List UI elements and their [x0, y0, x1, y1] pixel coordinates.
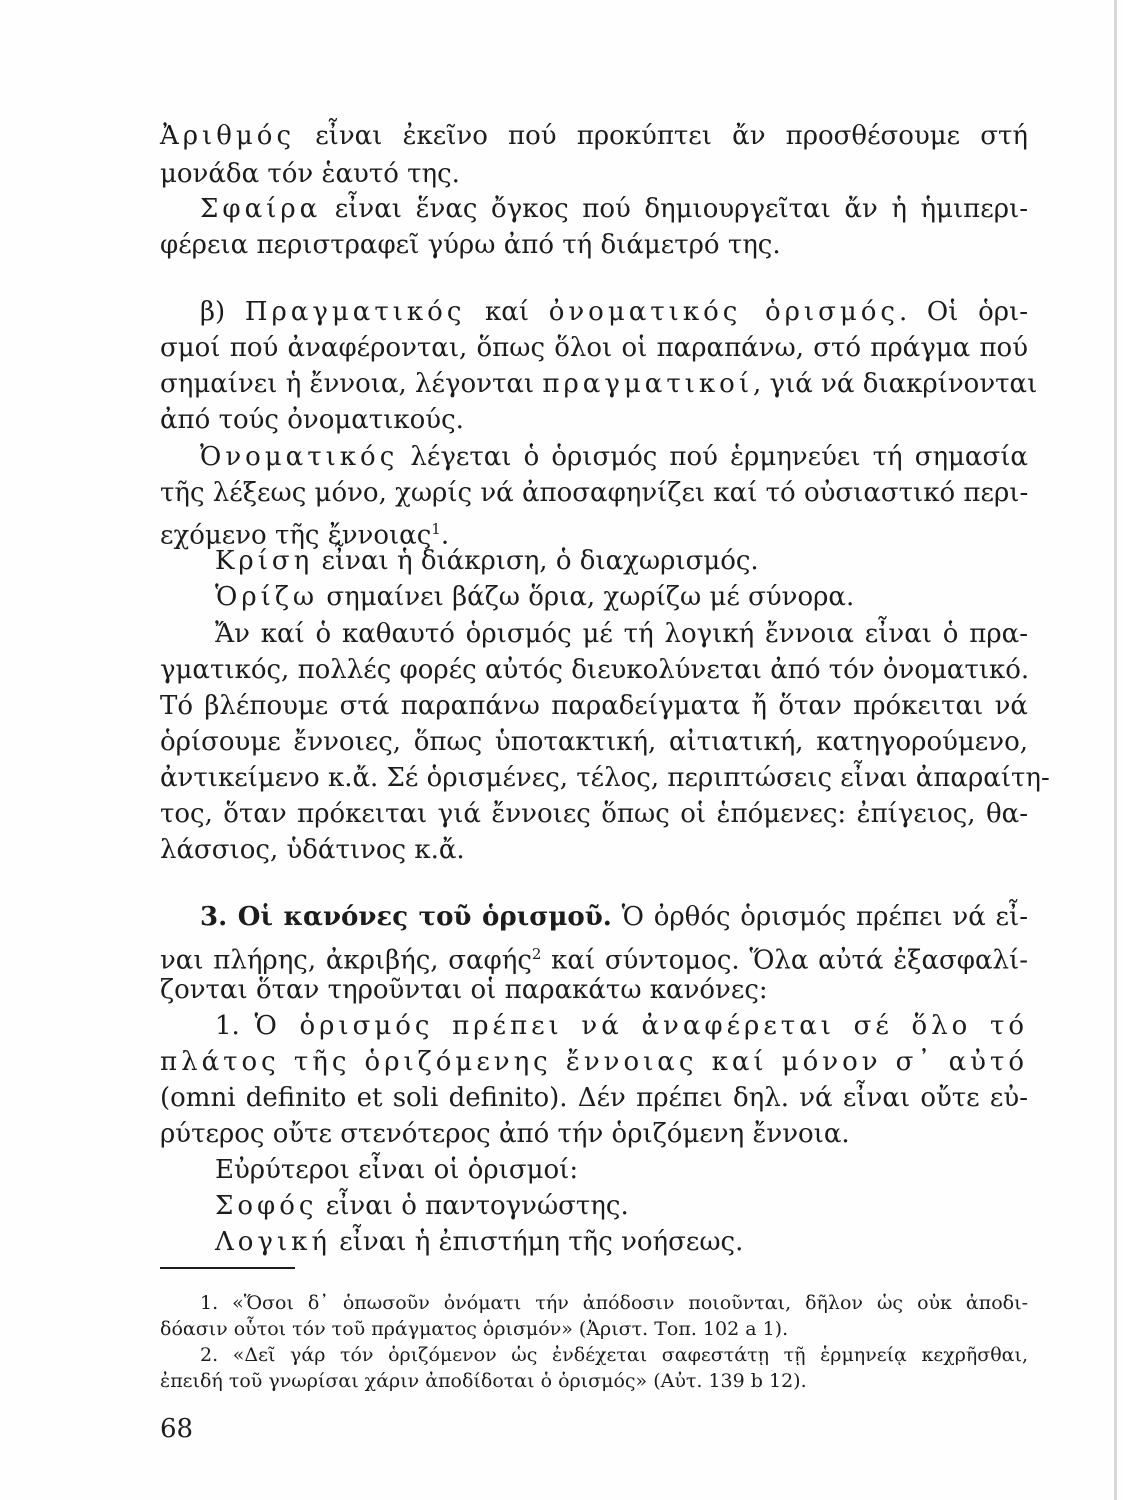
text-line: Εὐρύτεροι εἶναι οἱ ὁρισμοί: [215, 1155, 579, 1185]
text-line: ζονται ὅταν τηροῦνται οἱ παρακάτω κανόνες: [160, 975, 768, 1005]
text-line: φέρεια περιστραφεῖ γύρω ἀπό τή διάμετρό της. [160, 230, 781, 260]
term: Ὁρίζω [215, 582, 319, 612]
section-heading-line: β) Πραγματικός καί ὀνοματικός ὁρισμός. Οἱ ὁρι- [200, 297, 1028, 327]
section-heading: 3. Οἱ κανόνες τοῦ ὁρισμοῦ. [200, 902, 612, 932]
text-line: τος, ὅταν πρόκειται γιά ἔννοιες ὅπως οἱ ἑπόμενες: ἐπίγειος, θα- [160, 799, 1028, 829]
footnote-2-cont: ἐπειδή τοῦ γνωρίσαι χάριν ἀποδίδοται ὁ ὁρισμός» (Αὐτ. 139 b 12). [160, 1370, 807, 1392]
section-heading-line: 3. Οἱ κανόνες τοῦ ὁρισμοῦ. Ὁ ὀρθός ὁρισμός πρέπει νά εἶ- [200, 902, 1028, 932]
page-edge [1114, 0, 1117, 1500]
text-line: (omni definito et soli definito). Δέν πρέπει δηλ. νά εἶναι οὔτε εὐ- [160, 1083, 1028, 1113]
footnote-1: 1. «Ὅσοι δ᾿ ὁπωσοῦν ὀνόματι τήν ἀπόδοσιν ποιοῦνται, δῆλον ὡς οὐκ ἀποδι- [200, 1292, 1028, 1314]
rule-line: πλάτος τῆς ὁριζόμενης ἔννοιας καί μόνον σ᾿ αὐτό [160, 1047, 1028, 1077]
rule-line: 1. Ὁ ὁρισμός πρέπει νά ἀναφέρεται σέ ὅλο τό [215, 1011, 1028, 1041]
text-line: Ὀνοματικός λέγεται ὁ ὁρισμός πού ἑρμηνεύει τή σημασία [200, 442, 1028, 472]
text-line: ὁρίσουμε ἔννοιες, ὅπως ὑποτακτική, αἰτιατική, κατηγορούμενο, [160, 727, 1028, 757]
term: πραγματικοί [542, 369, 754, 399]
footnote-ref: 1 [431, 520, 441, 538]
text-line: ναι πλήρης, ἀκριβής, σαφής$^2$ καί σύντομος. Ὅλα αὐτά ἐξασφαλί- [160, 945, 1028, 976]
text-line: ἀπό τούς ὀνοματικούς. [160, 405, 464, 435]
term: Ἀριθμός [160, 121, 296, 151]
footnote-2: 2. «Δεῖ γάρ τόν ὁριζόμενον ὡς ἐνδέχεται σαφεστάτῃ τῇ ἑρμηνείᾳ κεχρῆσθαι, [200, 1344, 1028, 1366]
term: Σφαίρα [200, 194, 322, 224]
footnote-1-cont: δόασιν οὗτοι τόν τοῦ πράγματος ὁρισμόν» (Ἀριστ. Τοπ. 102 a 1). [160, 1318, 789, 1340]
text-line: Ἀριθμός εἶναι ἐκεῖνο πού προκύπτει ἄν προσθέσουμε στή [160, 121, 1028, 151]
text-line: τῆς λέξεως μόνο, χωρίς νά ἀποσαφηνίζει καί τό οὐσιαστικό περι- [160, 478, 1029, 508]
term: Πραγματικός [244, 297, 466, 327]
term: Λογική [215, 1227, 331, 1257]
term: Κρίση [215, 546, 314, 576]
footnote-ref: 2 [531, 945, 542, 963]
text-line: λάσσιος, ὑδάτινος κ.ἄ. [160, 835, 465, 865]
text-line: σμοί πού ἀναφέρονται, ὅπως ὅλοι οἱ παραπάνω, στό πράγμα πού [160, 333, 1028, 363]
text-line: Κρίση εἶναι ἡ διάκριση, ὁ διαχωρισμός. [215, 546, 759, 576]
term: Ὁ ὁρισμός πρέπει νά ἀναφέρεται σέ ὅλο τό [254, 1011, 1028, 1041]
term: Σοφός [215, 1191, 318, 1221]
footnote-divider [160, 1267, 295, 1269]
text-line: εχόμενο τῆς ἔννοιας$^1$. [160, 520, 450, 551]
text-line: γματικός, πολλές φορές αὐτός διευκολύνεται ἀπό τόν ὀνοματικό. [160, 655, 1030, 685]
text-line: Ὁρίζω σημαίνει βάζω ὅρια, χωρίζω μέ σύνορα. [215, 582, 855, 612]
page-number: 68 [160, 1414, 194, 1444]
text-line: σημαίνει ἡ ἔννοια, λέγονται πραγματικοί, γιά νά διακρίνονται [160, 369, 1038, 399]
text-line: Σοφός εἶναι ὁ παντογνώστης. [215, 1191, 629, 1221]
term: Ὀνοματικός [200, 442, 399, 472]
text-line: Λογική εἶναι ἡ ἐπιστήμη τῆς νοήσεως. [215, 1227, 744, 1257]
text-line: μονάδα τόν ἑαυτό της. [160, 159, 460, 189]
term: ὀνοματικός ὁρισμός [548, 297, 899, 327]
text-line: ρύτερος οὔτε στενότερος ἀπό τήν ὁριζόμενη ἔννοια. [160, 1119, 850, 1149]
text-line: Τό βλέπουμε στά παραπάνω παραδείγματα ἤ ὅταν πρόκειται νά [160, 691, 1028, 721]
text-line: Σφαίρα εἶναι ἕνας ὄγκος πού δημιουργεῖται ἄν ἡ ἡμιπερι- [200, 194, 1028, 224]
text-line: Ἄν καί ὁ καθαυτό ὁρισμός μέ τή λογική ἔννοια εἶναι ὁ πρα- [215, 619, 1028, 649]
text-line: ἀντικείμενο κ.ἄ. Σέ ὁρισμένες, τέλος, περιπτώσεις εἶναι ἀπαραίτη- [160, 763, 1050, 793]
